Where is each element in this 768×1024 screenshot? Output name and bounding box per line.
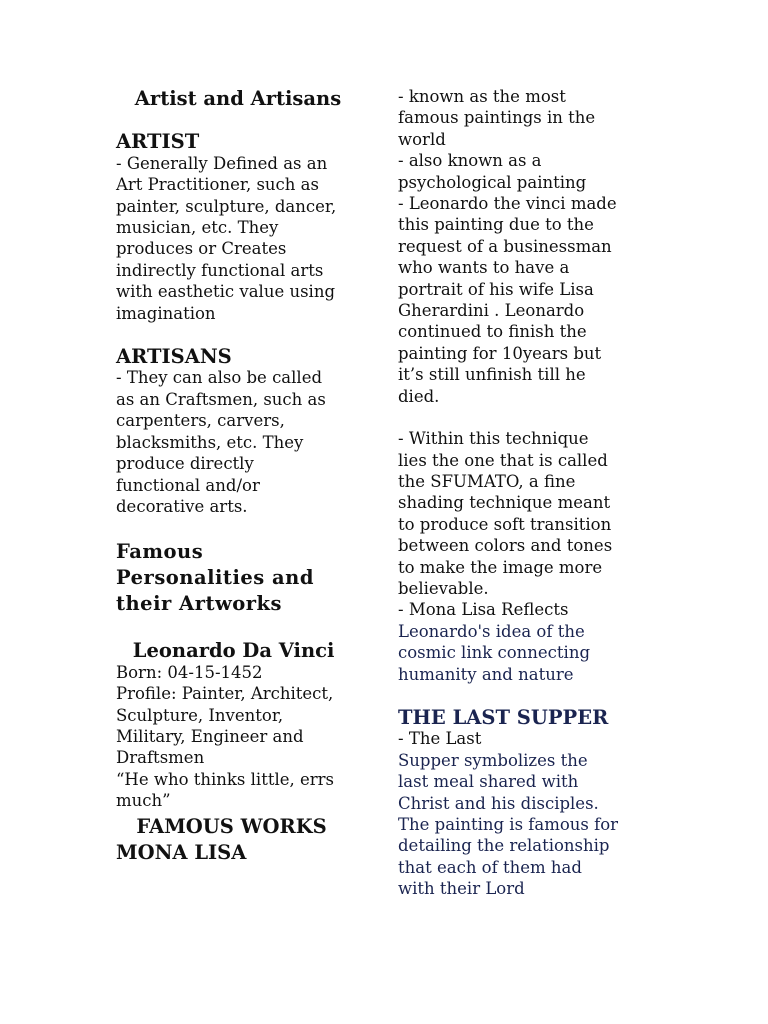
mona-lisa-line: psychological painting [398, 172, 587, 192]
leonardo-line: Draftsmen [116, 748, 205, 768]
reflects-line: Leonardo's idea of the [398, 621, 585, 641]
last-supper-line: The painting is famous for [398, 815, 619, 834]
mona-lisa-line: famous paintings in the [398, 108, 596, 128]
last-supper-line: with their Lord [398, 879, 525, 899]
mona-lisa-line: - known as the most [398, 87, 566, 106]
last-supper-line: last meal shared with [398, 772, 579, 792]
sfumato-paragraph [398, 428, 660, 621]
last-supper-paragraph [398, 750, 660, 900]
sfumato-line: between colors and tones [398, 536, 613, 556]
sfumato-line: - Within this technique [398, 429, 589, 449]
mona-lisa-line: who wants to have a [398, 258, 570, 278]
artist-paragraph [116, 153, 378, 324]
leonardo-line: Born: 04-15-1452 [116, 662, 263, 682]
famous-heading-line: Famous [116, 540, 204, 564]
last-supper-line: Supper symbolizes the [398, 750, 588, 770]
sfumato-line: - Mona Lisa Reflects [398, 600, 569, 620]
artisans-line: carpenters, carvers, [116, 411, 285, 431]
last-supper-line: that each of them had [398, 857, 582, 877]
leonardo-line: Military, Engineer and [116, 726, 304, 746]
sfumato-line: to produce soft transition [398, 514, 612, 534]
famous-heading-line: their Artworks [116, 592, 283, 616]
artisans-line: as an Craftsmen, such as [116, 389, 326, 409]
mona-lisa-line: - also known as a [398, 151, 542, 171]
works-heading-line: MONA LISA [116, 840, 247, 864]
leonardo-line: “He who thinks little, errs [116, 769, 334, 789]
sfumato-line: believable. [398, 578, 489, 598]
artist-line: produces or Creates [116, 239, 287, 259]
artist-line: imagination [116, 303, 216, 323]
works-heading-line: FAMOUS WORKS [116, 814, 327, 838]
artisans-line: functional and/or [116, 475, 260, 495]
last-supper-line: Christ and his disciples. [398, 793, 599, 813]
sfumato-line: lies the one that is called [398, 450, 608, 470]
mona-lisa-line: request of a businessman [398, 236, 612, 256]
artisans-line: produce directly [116, 454, 254, 474]
right-column [398, 86, 660, 900]
reflects-paragraph [398, 621, 660, 685]
last-supper-line: detailing the relationship [398, 836, 610, 856]
leonardo-line: Sculpture, Inventor, [116, 705, 284, 725]
artist-line: indirectly functional arts [116, 260, 324, 280]
famous-heading-line: Personalities and [116, 566, 314, 590]
famous-heading [116, 539, 378, 617]
mona-lisa-line: this painting due to the [398, 215, 594, 235]
sfumato-line: to make the image more [398, 557, 603, 577]
reflects-line: cosmic link connecting [398, 643, 591, 663]
leonardo-line: much” [116, 791, 171, 811]
leonardo-paragraph [116, 662, 378, 812]
sfumato-line: shading technique meant [398, 493, 611, 513]
artist-line: musician, etc. They [116, 218, 279, 238]
artisans-heading: ARTISANS [116, 345, 232, 369]
artisans-line: - They can also be called [116, 368, 323, 388]
mona-lisa-line: died. [398, 386, 440, 406]
leonardo-heading: Leonardo Da Vinci [126, 639, 335, 663]
page-title: Artist and Artisans [128, 87, 342, 110]
mona-lisa-line: continued to finish the [398, 322, 587, 342]
artisans-line: decorative arts. [116, 496, 248, 516]
artist-line: with easthetic value using [116, 282, 336, 302]
last-supper-intro: - The Last [398, 729, 482, 749]
mona-lisa-line: - Leonardo the vinci made [398, 194, 617, 214]
works-heading [116, 814, 378, 866]
leonardo-line: Profile: Painter, Architect, [116, 684, 334, 704]
mona-lisa-paragraph [398, 86, 660, 407]
artist-line: Art Practitioner, such as [116, 175, 319, 195]
artisans-line: blacksmiths, etc. They [116, 432, 304, 452]
mona-lisa-line: painting for 10years but [398, 343, 602, 363]
left-column [116, 86, 378, 866]
artisans-paragraph [116, 367, 378, 517]
last-supper-heading: THE LAST SUPPER [398, 705, 609, 729]
mona-lisa-line: it’s still unfinish till he [398, 365, 586, 385]
mona-lisa-line: portrait of his wife Lisa [398, 279, 594, 299]
reflects-line: humanity and nature [398, 664, 574, 684]
sfumato-line: the SFUMATO, a fine [398, 471, 576, 491]
artist-line: - Generally Defined as an [116, 153, 328, 173]
mona-lisa-line: Gherardini . Leonardo [398, 301, 585, 321]
mona-lisa-line: world [398, 129, 446, 149]
artist-heading: ARTIST [116, 130, 200, 154]
artist-line: painter, sculpture, dancer, [116, 196, 337, 216]
